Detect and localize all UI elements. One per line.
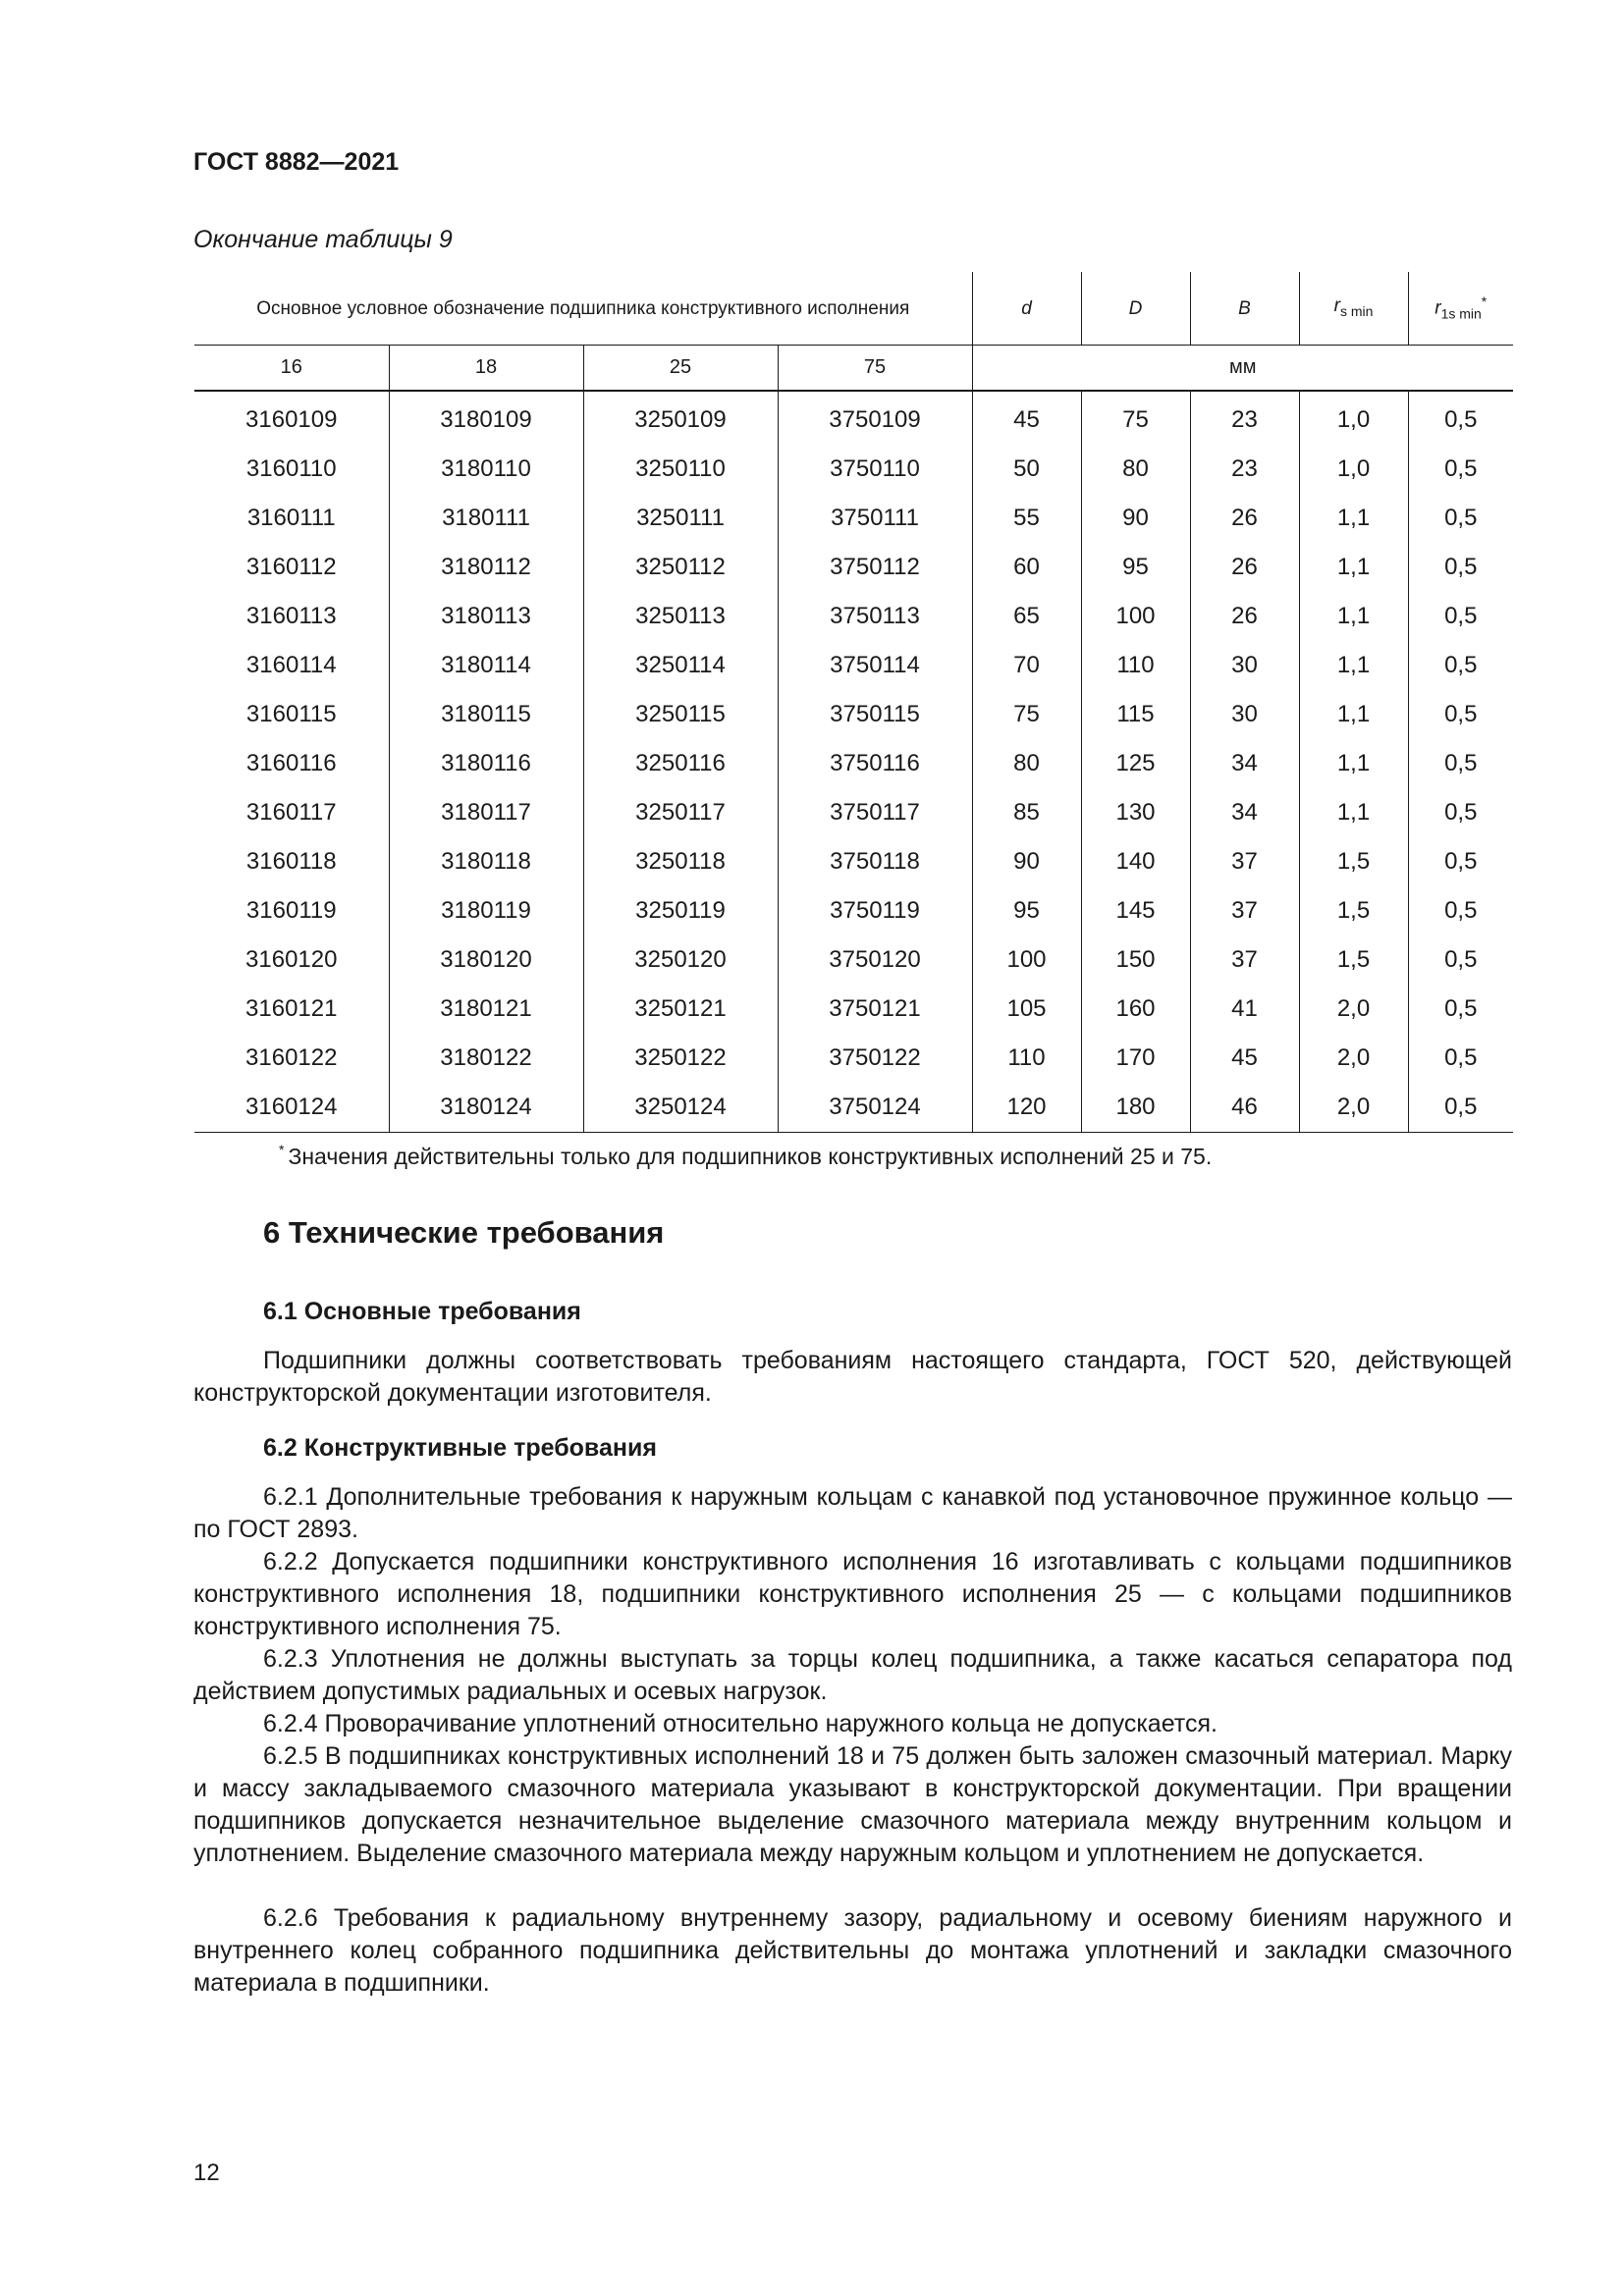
table-cell: 3180117 [389,788,583,837]
table-cell: 3250122 [583,1034,778,1083]
table-cell: 3180115 [389,690,583,739]
table-row [194,690,1513,739]
table-cell: 3160113 [245,603,337,629]
table-cell: 80 [972,739,1081,788]
table-cell: 115 [1081,690,1190,739]
table-cell: 3180109 [389,391,583,445]
designation-group-header: Основное условное обозначение подшипника конструктивного исполнения [194,272,972,346]
table-cell: 3750111 [778,494,972,543]
table-cell: 3180120 [389,935,583,985]
table-row [194,837,1513,886]
table-cell: 3750109 [778,391,972,445]
table-cell: 3750116 [778,739,972,788]
table-cell: 3180116 [389,739,583,788]
table-cell: 125 [1081,739,1190,788]
table-footnote [194,1133,1513,1180]
table-cell: 0,5 [1408,886,1513,935]
table-cell: 3250110 [583,445,778,494]
table-cell: 3250116 [583,739,778,788]
table-row [194,543,1513,592]
table-cell: 50 [972,445,1081,494]
table-footnote-row [194,1133,1513,1180]
table-cell: 0,5 [1408,592,1513,641]
table-cell: 45 [972,391,1081,445]
table-cell: 160 [1081,985,1190,1034]
table-cell: 100 [972,935,1081,985]
paragraph-6-2-4: 6.2.4 Проворачивание уплотнений относительно наружного кольца не допускается. [263,1710,1218,1737]
table-cell: 3250120 [583,935,778,985]
table-row [194,788,1513,837]
table-cell: 3180113 [389,592,583,641]
table-cell: 2,0 [1299,1034,1408,1083]
table-cell: 3250121 [583,985,778,1034]
table-cell: 0,5 [1408,391,1513,445]
col-header-r1s-min: $r_{1s min}^*$ [1408,272,1513,346]
table-header-row [194,272,1513,346]
table-cell: 3250117 [583,788,778,837]
table-cell: 3160116 [245,750,337,776]
table-cell: 2,0 [1299,985,1408,1034]
paragraph-6-2-5: 6.2.5 В подшипниках конструктивных исполнений 18 и 75 должен быть заложен смазочный материал. Марку и массу закладываемого смазочного материала указывают в конструкторской документации. При вращении подшипников допускается незначительное выделение смазочного материала между внутренним кольцом и уплотнением. Выделение смазочного материала между наружным кольцом и уплотнением не допускается. [193,1742,1512,1867]
table-cell: 3180119 [389,886,583,935]
table-cell: 26 [1190,494,1299,543]
footnote-mark: * [279,1142,285,1157]
table-cell: 105 [972,985,1081,1034]
table-cell: 3160109 [245,406,338,433]
table-row [194,641,1513,690]
table-cell: 1,1 [1299,739,1408,788]
table-cell: 3160114 [245,652,337,678]
table-cell: 3750110 [778,445,972,494]
page-number: 12 [193,2160,220,2186]
table-cell: 3180124 [389,1083,583,1133]
table-cell: 3750112 [778,543,972,592]
table-cell: 3160110 [245,455,337,482]
table-cell: 3180118 [389,837,583,886]
table-cell: 1,1 [1299,641,1408,690]
table-cell: 95 [1081,543,1190,592]
subsection-heading-6-1: 6.1 Основные требования [263,1298,581,1325]
table-cell: 110 [1081,641,1190,690]
table-cell: 1,5 [1299,837,1408,886]
table-cell: 1,1 [1299,592,1408,641]
table-row [194,445,1513,494]
table-cell: 3750118 [778,837,972,886]
table-cell: 3750114 [778,641,972,690]
table-row [194,1083,1513,1133]
table-cell: 1,5 [1299,935,1408,985]
table-cell: 0,5 [1408,788,1513,837]
table-cell: 23 [1190,445,1299,494]
table-cell: 3180110 [389,445,583,494]
paragraph-6-2-6: 6.2.6 Требования к радиальному внутреннему зазору, радиальному и осевому биениям наружного и внутреннего колец собранного подшипника действительны до монтажа уплотнений и закладки смазочного материала в подшипники. [193,1904,1512,1997]
table-cell: 95 [972,886,1081,935]
table-row [194,886,1513,935]
table-cell: 45 [1190,1034,1299,1083]
table-cell: 0,5 [1408,543,1513,592]
table-cell: 3160122 [245,1044,338,1071]
table-cell: 110 [972,1034,1081,1083]
table-cell: 3250112 [583,543,778,592]
table-cell: 55 [972,494,1081,543]
table-cell: 2,0 [1299,1083,1408,1133]
table-cell: 0,5 [1408,739,1513,788]
section-heading: 6 Технические требования [263,1215,665,1250]
table-cell: 37 [1190,886,1299,935]
table-subheader-row [194,346,1513,392]
table-body [194,391,1513,1133]
table-cell: 3180111 [389,494,583,543]
paragraph-6-2-1: 6.2.1 Дополнительные требования к наружным кольцам с канавкой под установочное пружинное кольцо — по ГОСТ 2893. [193,1483,1512,1543]
table-cell: 3750120 [778,935,972,985]
subheader-25: 25 [583,346,778,392]
table-cell: 3180114 [389,641,583,690]
subheader-16: 16 [194,346,389,392]
table-cell: 140 [1081,837,1190,886]
table-cell: 1,1 [1299,788,1408,837]
table-cell: 3160124 [245,1094,338,1120]
table-cell: 3160120 [245,946,338,973]
table-row [194,739,1513,788]
table-row [194,494,1513,543]
table-cell: 3750121 [778,985,972,1034]
table-cell: 0,5 [1408,1034,1513,1083]
table-cell: 1,1 [1299,543,1408,592]
table-cell: 3750122 [778,1034,972,1083]
table-cell: 170 [1081,1034,1190,1083]
table-row [194,592,1513,641]
paragraph-6-2-2: 6.2.2 Допускается подшипники конструктивного исполнения 16 изготавливать с кольцами подшипников конструктивного исполнения 18, подшипники конструктивного исполнения 25 — с кольцами подшипников конструктивного исполнения 75. [193,1548,1512,1640]
table-cell: 130 [1081,788,1190,837]
table-cell: 90 [972,837,1081,886]
table-cell: 1,0 [1299,391,1408,445]
table-cell: 3160118 [245,848,337,875]
table-row [194,391,1513,445]
table-cell: 3250111 [583,494,778,543]
table-cell: 30 [1190,641,1299,690]
table-cell: 41 [1190,985,1299,1034]
paragraph-6-1: Подшипники должны соответствовать требованиям настоящего стандарта, ГОСТ 520, действующей конструкторской документации изготовителя. [193,1347,1512,1407]
document-code: ГОСТ 8882—2021 [193,148,400,176]
table-cell: 26 [1190,543,1299,592]
table-cell: 46 [1190,1083,1299,1133]
table-cell: 120 [972,1083,1081,1133]
table-cell: 3250115 [583,690,778,739]
bearing-dimensions-table [194,272,1513,1179]
table-cell: 26 [1190,592,1299,641]
table-cell: 75 [1081,391,1190,445]
table-cell: 3160121 [245,995,338,1022]
table-cell: 180 [1081,1083,1190,1133]
table-cell: 34 [1190,739,1299,788]
table-cell: 60 [972,543,1081,592]
table-cell: 0,5 [1408,494,1513,543]
table-row [194,1034,1513,1083]
table-cell: 1,0 [1299,445,1408,494]
table-row [194,985,1513,1034]
table-cell: 3160112 [245,554,337,580]
col-header-B: B [1190,272,1299,346]
table-cell: 0,5 [1408,935,1513,985]
col-header-rs-min: $r_{s min}$ [1299,272,1408,346]
subsection-heading-6-2: 6.2 Конструктивные требования [263,1434,657,1462]
table-cell: 3160117 [245,799,337,826]
table-cell: 1,1 [1299,494,1408,543]
table-cell: 3250124 [583,1083,778,1133]
table-row [194,935,1513,985]
paragraph-6-2-3: 6.2.3 Уплотнения не должны выступать за торцы колец подшипника, а также касаться сепаратора под действием допустимых радиальных и осевых нагрузок. [193,1645,1512,1705]
table-cell: 100 [1081,592,1190,641]
table-cell: 3160119 [245,897,337,924]
table-cell: 23 [1190,391,1299,445]
table-cell: 3160111 [246,505,336,531]
table-cell: 3750119 [778,886,972,935]
table-cell: 90 [1081,494,1190,543]
table-cell: 0,5 [1408,690,1513,739]
table-cell: 3180112 [389,543,583,592]
table-cell: 85 [972,788,1081,837]
table-cell: 80 [1081,445,1190,494]
table-cell: 1,5 [1299,886,1408,935]
table-cell: 0,5 [1408,1083,1513,1133]
table-cell: 3180121 [389,985,583,1034]
col-header-d: d [972,272,1081,346]
table-cell: 3750113 [778,592,972,641]
table-cell: 3180122 [389,1034,583,1083]
table-cell: 0,5 [1408,641,1513,690]
subheader-18: 18 [389,346,583,392]
table-cell: 65 [972,592,1081,641]
table-cell: 150 [1081,935,1190,985]
table-cell: 37 [1190,935,1299,985]
table-cell: 145 [1081,886,1190,935]
col-header-D: D [1081,272,1190,346]
table-cell: 3250109 [583,391,778,445]
table-cell: 3250113 [583,592,778,641]
footnote-text: Значения действительны только для подшипников конструктивных исполнений 25 и 75. [288,1144,1213,1169]
table-cell: 0,5 [1408,985,1513,1034]
unit-header: мм [972,346,1513,392]
table-cell: 3750117 [778,788,972,837]
table-cell: 1,1 [1299,690,1408,739]
table-cell: 0,5 [1408,445,1513,494]
table-cell: 37 [1190,837,1299,886]
table-cell: 3160115 [245,701,337,727]
table-cell: 0,5 [1408,837,1513,886]
table-cell: 75 [972,690,1081,739]
table-caption: Окончание таблицы 9 [193,226,453,253]
subheader-75: 75 [778,346,972,392]
table-cell: 70 [972,641,1081,690]
table-cell: 3750115 [778,690,972,739]
table-cell: 3250114 [583,641,778,690]
table-cell: 3250118 [583,837,778,886]
table-cell: 34 [1190,788,1299,837]
table-cell: 30 [1190,690,1299,739]
table-cell: 3750124 [778,1083,972,1133]
table-cell: 3250119 [583,886,778,935]
